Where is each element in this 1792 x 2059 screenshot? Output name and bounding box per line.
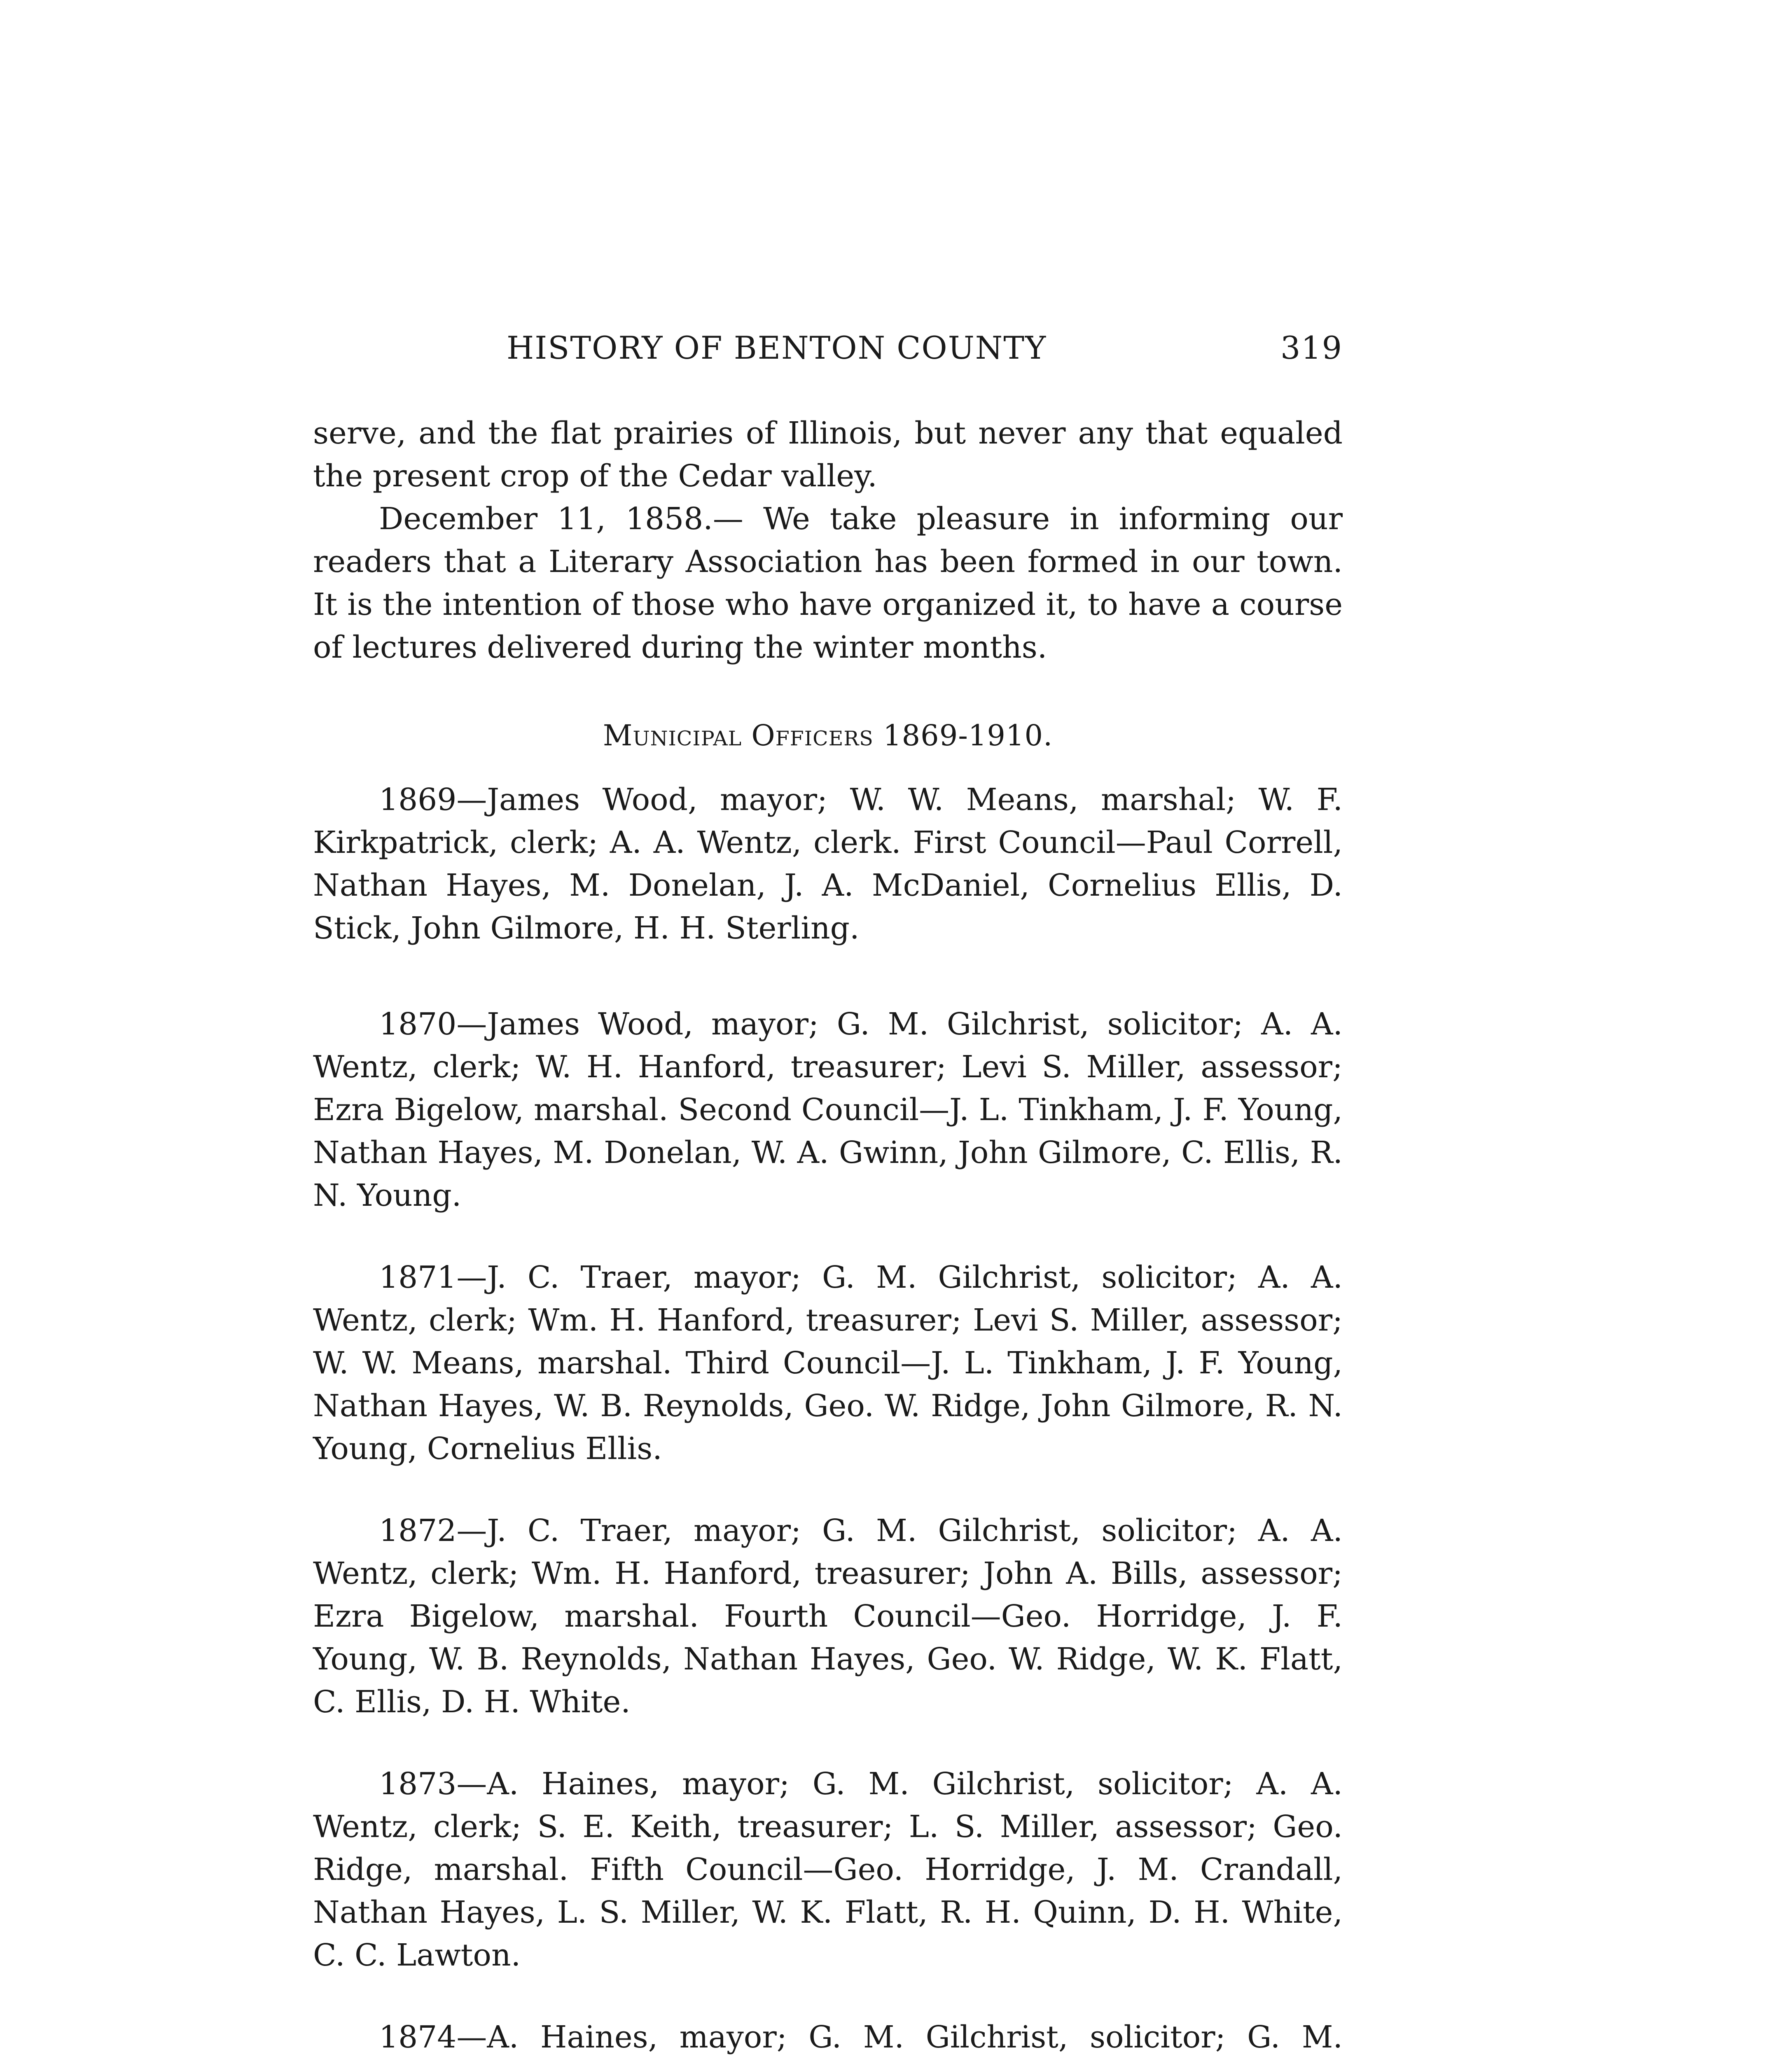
entry-1869: 1869—James Wood, mayor; W. W. Means, marshal; W. F. Kirkpatrick, clerk; A. A. Wentz, clerk. First Council—Paul Correll, Nathan Hayes, M. Donelan, J. A. McDaniel, Cornelius Ellis, D. Stick, John Gilmore, H. H. Sterling.	[313, 782, 1343, 946]
entry-1872: 1872—J. C. Traer, mayor; G. M. Gilchrist, solicitor; A. A. Wentz, clerk; Wm. H. Hanford, treasurer; John A. Bills, assessor; Ezra Bigelow, marshal. Fourth Council—Geo. Horridge, J. F. Young, W. B. Reynolds, Nathan Hayes, Geo. W. Ridge, W. K. Flatt, C. Ellis, D. H. White.	[313, 1513, 1343, 1720]
page-number: 319	[1280, 329, 1343, 366]
entry-1873: 1873—A. Haines, mayor; G. M. Gilchrist, solicitor; A. A. Wentz, clerk; S. E. Keith, treasurer; L. S. Miller, assessor; Geo. Ridge, marshal. Fifth Council—Geo. Horridge, J. M. Crandall, Nathan Hayes, L. S. Miller, W. K. Flatt, R. H. Quinn, D. H. White, C. C. Lawton.	[313, 1766, 1343, 1973]
intro-paragraph-1: serve, and the flat prairies of Illinois, but never any that equaled the present crop of the Cedar valley.	[313, 416, 1343, 494]
entry-1874: 1874—A. Haines, mayor; G. M. Gilchrist, solicitor; G. M.	[379, 2019, 1343, 2055]
section-heading: Municipal Officers 1869-1910.	[603, 719, 1053, 752]
intro-paragraph-2: December 11, 1858.— We take pleasure in informing our readers that a Literary Association has been formed in our town. It is the intention of those who have organized it, to have a course of lectures delivered during the winter months.	[313, 501, 1343, 665]
entry-1870: 1870—James Wood, mayor; G. M. Gilchrist, solicitor; A. A. Wentz, clerk; W. H. Hanford, treasurer; Levi S. Miller, assessor; Ezra Bigelow, marshal. Second Council—J. L. Tinkham, J. F. Young, Nathan Hayes, M. Donelan, W. A. Gwinn, John Gilmore, C. Ellis, R. N. Young.	[313, 1006, 1343, 1213]
header-title: HISTORY OF BENTON COUNTY	[507, 329, 1047, 366]
running-header	[313, 329, 1343, 375]
entry-1871: 1871—J. C. Traer, mayor; G. M. Gilchrist, solicitor; A. A. Wentz, clerk; Wm. H. Hanford, treasurer; Levi S. Miller, assessor; W. W. Means, marshal. Third Council—J. L. Tinkham, J. F. Young, Nathan Hayes, W. B. Reynolds, Geo. W. Ridge, John Gilmore, R. N. Young, Cornelius Ellis.	[313, 1260, 1343, 1466]
intro-text	[313, 412, 1343, 669]
